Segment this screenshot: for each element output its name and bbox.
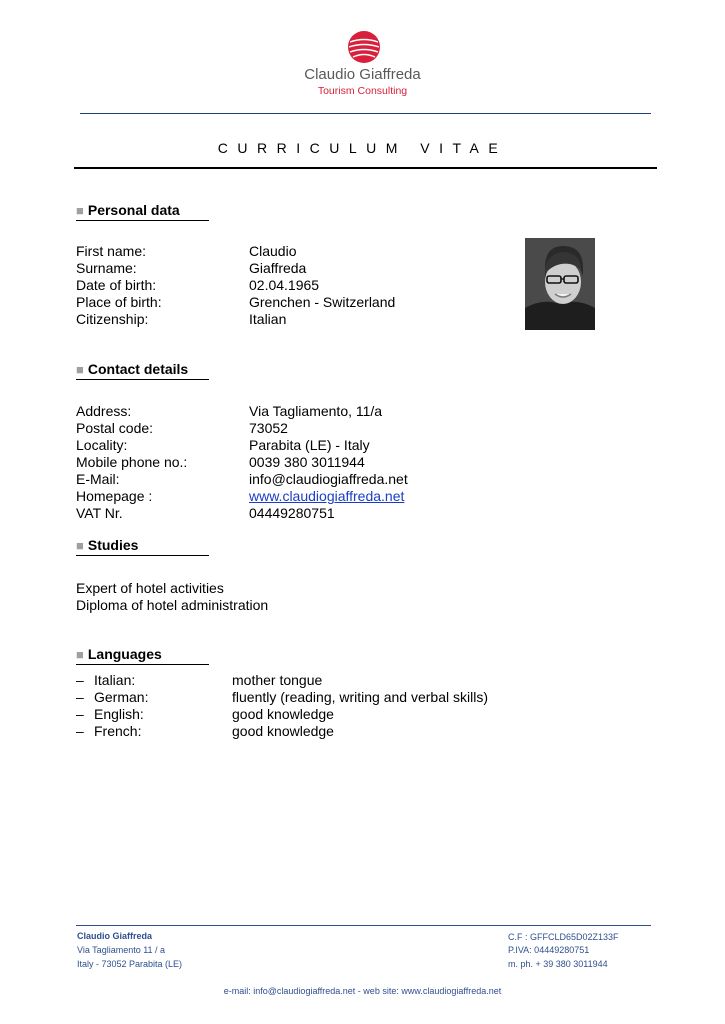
section-heading-languages: ■ Languages — [76, 646, 209, 665]
field-value: Via Tagliamento, 11/a — [249, 403, 383, 419]
footer-piva: P.IVA: 04449280751 — [508, 945, 590, 955]
language-level: good knowledge — [232, 723, 334, 739]
profile-photo — [525, 238, 595, 330]
logo-tagline: Tourism Consulting — [317, 85, 408, 97]
footer-web: e-mail: info@claudiogiaffreda.net - web site: www.claudiogiaffreda.net — [223, 986, 502, 996]
footer-address-2: Italy - 73052 Parabita (LE) — [77, 959, 183, 969]
section-heading-studies: ■ Studies — [76, 537, 209, 556]
field-label: Homepage : — [76, 488, 153, 504]
field-label: Address: — [76, 403, 132, 419]
dash-bullet: – — [76, 706, 84, 722]
footer-address-1: Via Tagliamento 11 / a — [77, 945, 166, 955]
header-divider — [80, 113, 651, 114]
bullet-square-icon: ■ — [76, 647, 84, 662]
study-line: Expert of hotel activities — [76, 580, 224, 596]
field-value: 0039 380 3011944 — [249, 454, 365, 470]
logo-name: Claudio Giaffreda — [304, 66, 421, 83]
bullet-square-icon: ■ — [76, 538, 84, 553]
field-value: Italian — [249, 311, 287, 327]
logo — [347, 30, 381, 64]
field-value: Grenchen - Switzerland — [249, 294, 396, 310]
language-name: German: — [94, 689, 149, 705]
study-line: Diploma of hotel administration — [76, 597, 269, 613]
field-label: Citizenship: — [76, 311, 149, 327]
language-level: mother tongue — [232, 672, 323, 688]
bullet-square-icon: ■ — [76, 362, 84, 377]
footer-phone: m. ph. + 39 380 3011944 — [508, 959, 608, 969]
field-value: 73052 — [249, 420, 288, 436]
field-label: First name: — [76, 243, 147, 259]
page-title: CURRICULUM VITAE — [217, 140, 508, 156]
footer-name: Claudio Giaffreda — [77, 931, 153, 941]
section-heading-contact: ■ Contact details — [76, 361, 209, 380]
title-divider — [74, 167, 657, 169]
dash-bullet: – — [76, 689, 84, 705]
field-label: Postal code: — [76, 420, 154, 436]
field-value: Claudio — [249, 243, 297, 259]
field-value: Parabita (LE) - Italy — [249, 437, 370, 453]
dash-bullet: – — [76, 723, 84, 739]
field-value: 02.04.1965 — [249, 277, 320, 293]
bullet-square-icon: ■ — [76, 203, 84, 218]
field-label: VAT Nr. — [76, 505, 123, 521]
red-globe-icon — [347, 30, 381, 64]
section-heading-personal: ■ Personal data — [76, 202, 209, 221]
field-label: E-Mail: — [76, 471, 120, 487]
field-label: Surname: — [76, 260, 137, 276]
field-label: Locality: — [76, 437, 128, 453]
language-level: good knowledge — [232, 706, 334, 722]
language-name: Italian: — [94, 672, 136, 688]
field-label: Date of birth: — [76, 277, 157, 293]
language-level: fluently (reading, writing and verbal skills) — [232, 689, 488, 705]
footer-cf: C.F : GFFCLD65D02Z133F — [508, 932, 619, 942]
field-label: Place of birth: — [76, 294, 162, 310]
homepage-link[interactable]: www.claudiogiaffreda.net — [249, 488, 405, 504]
field-value: Giaffreda — [249, 260, 307, 276]
language-name: English: — [94, 706, 144, 722]
language-name: French: — [94, 723, 142, 739]
field-value: 04449280751 — [249, 505, 335, 521]
dash-bullet: – — [76, 672, 84, 688]
email-value: info@claudiogiaffreda.net — [249, 471, 408, 487]
footer-divider — [76, 925, 651, 926]
field-label: Mobile phone no.: — [76, 454, 188, 470]
